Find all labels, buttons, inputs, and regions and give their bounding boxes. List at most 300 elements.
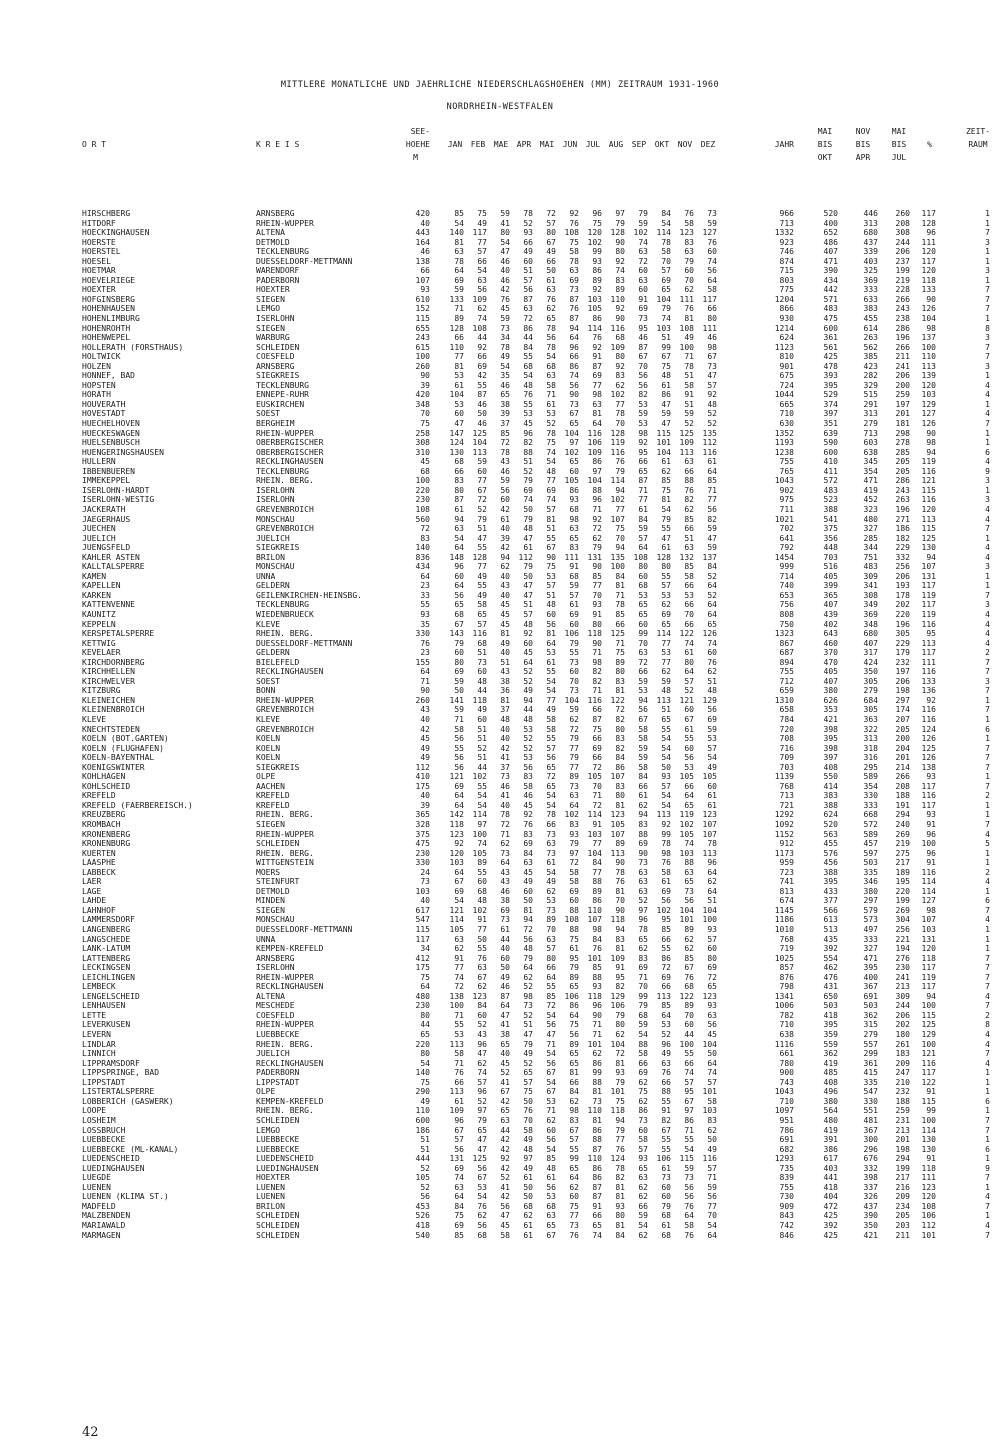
table-row	[0, 963, 1000, 973]
table-row	[0, 1183, 1000, 1193]
monthly-value: 124	[449, 438, 464, 448]
period-code: 7	[985, 304, 990, 314]
monthly-value: 67	[546, 1068, 556, 1078]
monthly-value: 75	[546, 438, 556, 448]
monthly-value: 86	[592, 457, 602, 467]
monthly-value: 83	[569, 1115, 579, 1125]
station-name: HUELSENBUSCH	[82, 438, 140, 448]
may-jul-total: 285	[895, 447, 910, 457]
station-name: LIPPRAMSDORF	[82, 1058, 140, 1068]
monthly-value: 89	[546, 915, 556, 925]
station-height: 103	[415, 886, 430, 896]
monthly-value: 101	[610, 1087, 625, 1097]
may-oct-total: 388	[823, 504, 838, 514]
annual-total: 966	[779, 209, 794, 218]
percent-value: 120	[921, 504, 936, 514]
monthly-value: 104	[587, 476, 602, 486]
monthly-value: 123	[702, 991, 717, 1001]
monthly-value: 52	[523, 676, 533, 686]
period-code: 1	[985, 399, 990, 409]
monthly-value: 78	[615, 409, 625, 419]
nov-apr-total: 313	[863, 409, 878, 419]
monthly-value: 115	[656, 428, 671, 438]
header-ort: O R T	[82, 140, 107, 149]
monthly-value: 83	[615, 734, 625, 744]
monthly-value: 58	[638, 1135, 648, 1145]
monthly-value: 93	[523, 228, 533, 238]
monthly-value: 67	[454, 877, 464, 887]
table-row	[0, 830, 1000, 840]
monthly-value: 52	[523, 743, 533, 753]
may-oct-total: 398	[823, 724, 838, 734]
kreis-name: RHEIN. BERG.	[256, 1039, 314, 1049]
monthly-value: 74	[684, 839, 694, 849]
monthly-value: 43	[500, 867, 510, 877]
station-height: 54	[420, 1058, 430, 1068]
monthly-value: 60	[638, 285, 648, 295]
percent-value: 114	[921, 1125, 936, 1135]
station-name: HITDORF	[82, 218, 116, 228]
monthly-value: 116	[587, 695, 602, 705]
annual-total: 742	[779, 1220, 794, 1230]
monthly-value: 81	[615, 581, 625, 591]
may-oct-total: 397	[823, 753, 838, 763]
monthly-value: 60	[638, 266, 648, 276]
period-code: 1	[985, 533, 990, 543]
monthly-value: 89	[569, 972, 579, 982]
monthly-value: 75	[615, 524, 625, 534]
percent-value: 93	[926, 810, 936, 820]
monthly-value: 104	[587, 848, 602, 858]
monthly-value: 124	[610, 1154, 625, 1164]
annual-total: 780	[779, 1058, 794, 1068]
station-name: JUELICH	[82, 533, 116, 543]
monthly-value: 55	[661, 724, 671, 734]
monthly-value: 56	[477, 1163, 487, 1173]
station-name: HOERSTE	[82, 237, 116, 247]
monthly-value: 35	[500, 371, 510, 381]
monthly-value: 79	[638, 209, 648, 218]
monthly-value: 46	[500, 466, 510, 476]
station-height: 258	[415, 428, 430, 438]
monthly-value: 45	[523, 648, 533, 658]
may-oct-total: 435	[823, 934, 838, 944]
monthly-value: 106	[587, 438, 602, 448]
kreis-name: RHEIN. BERG.	[256, 848, 314, 858]
may-jul-total: 304	[895, 915, 910, 925]
monthly-value: 47	[477, 1049, 487, 1059]
percent-value: 100	[921, 1001, 936, 1011]
may-jul-total: 178	[895, 590, 910, 600]
station-name: HONNEF, BAD	[82, 371, 135, 381]
station-name: LIPPSTADT	[82, 1077, 126, 1087]
may-oct-total: 365	[823, 590, 838, 600]
table-row	[0, 1164, 1000, 1174]
percent-value: 113	[921, 361, 936, 371]
station-name: HOESEL	[82, 256, 111, 266]
monthly-value: 59	[569, 705, 579, 715]
monthly-value: 107	[702, 820, 717, 829]
may-oct-total: 448	[823, 543, 838, 553]
monthly-value: 66	[546, 820, 556, 829]
monthly-value: 55	[661, 571, 671, 581]
monthly-value: 91	[592, 352, 602, 362]
monthly-value: 111	[702, 323, 717, 333]
monthly-value: 54	[661, 734, 671, 744]
monthly-value: 65	[638, 934, 648, 944]
monthly-value: 83	[454, 476, 464, 486]
monthly-value: 85	[615, 609, 625, 619]
monthly-value: 38	[500, 1030, 510, 1040]
monthly-value: 99	[592, 1068, 602, 1078]
monthly-value: 87	[592, 1182, 602, 1192]
monthly-value: 70	[638, 638, 648, 648]
may-oct-total: 407	[823, 676, 838, 686]
may-jul-total: 198	[895, 1144, 910, 1154]
monthly-value: 77	[569, 762, 579, 772]
station-name: KREFELD (FAERBEREISCH.)	[82, 800, 193, 810]
monthly-value: 42	[500, 1144, 510, 1154]
monthly-value: 74	[546, 447, 556, 457]
nov-apr-total: 597	[863, 848, 878, 858]
monthly-value: 73	[592, 1096, 602, 1106]
monthly-value: 72	[523, 314, 533, 324]
monthly-value: 55	[684, 734, 694, 744]
monthly-value: 109	[472, 294, 487, 304]
station-height: 33	[420, 590, 430, 600]
monthly-value: 45	[523, 867, 533, 877]
monthly-value: 64	[684, 1211, 694, 1221]
monthly-value: 55	[546, 734, 556, 744]
may-oct-total: 460	[823, 638, 838, 648]
monthly-value: 104	[702, 1039, 717, 1049]
header-mai-okt-1: MAI	[817, 127, 833, 136]
percent-value: 139	[921, 371, 936, 381]
table-row	[0, 1192, 1000, 1202]
monthly-value: 84	[661, 209, 671, 218]
monthly-value: 49	[477, 590, 487, 600]
monthly-value: 64	[707, 609, 717, 619]
monthly-value: 79	[661, 514, 671, 524]
station-name: JUECHEN	[82, 524, 116, 534]
period-code: 1	[985, 314, 990, 324]
monthly-value: 74	[707, 638, 717, 648]
may-oct-total: 559	[823, 1039, 838, 1049]
station-height: 39	[420, 380, 430, 390]
nov-apr-total: 363	[863, 714, 878, 724]
monthly-value: 52	[523, 734, 533, 744]
monthly-value: 59	[707, 218, 717, 228]
station-name: LEICHLINGEN	[82, 972, 135, 982]
may-jul-total: 266	[895, 772, 910, 782]
percent-value: 120	[921, 380, 936, 390]
kreis-name: BIELEFELD	[256, 657, 300, 667]
monthly-value: 137	[702, 552, 717, 562]
station-name: LINDLAR	[82, 1039, 116, 1049]
monthly-value: 37	[500, 762, 510, 772]
period-code: 7	[985, 953, 990, 963]
monthly-value: 60	[569, 667, 579, 677]
annual-total: 1043	[774, 1087, 794, 1097]
monthly-value: 91	[454, 953, 464, 963]
table-row	[0, 1211, 1000, 1221]
monthly-value: 107	[587, 915, 602, 925]
station-name: HOERSTEL	[82, 247, 121, 257]
monthly-value: 74	[454, 972, 464, 982]
station-height: 420	[415, 209, 430, 218]
percent-value: 133	[921, 285, 936, 295]
station-name: KATTENVENNE	[82, 600, 135, 610]
period-code: 6	[985, 447, 990, 457]
monthly-value: 96	[592, 209, 602, 218]
monthly-value: 65	[569, 533, 579, 543]
period-code: 1	[985, 1106, 990, 1116]
monthly-value: 64	[707, 886, 717, 896]
monthly-value: 65	[546, 1220, 556, 1230]
monthly-value: 90	[615, 858, 625, 868]
kreis-name: MINDEN	[256, 896, 285, 906]
monthly-value: 49	[523, 1049, 533, 1059]
station-height: 35	[420, 619, 430, 629]
may-jul-total: 196	[895, 333, 910, 343]
kreis-name: RHEIN-WUPPER	[256, 428, 314, 438]
nov-apr-total: 330	[863, 791, 878, 801]
station-name: LAHDE	[82, 896, 107, 906]
station-name: LOSHEIM	[82, 1115, 116, 1125]
monthly-value: 106	[564, 629, 579, 639]
monthly-value: 54	[546, 676, 556, 686]
may-oct-total: 425	[823, 352, 838, 362]
monthly-value: 58	[638, 762, 648, 772]
table-row	[0, 515, 1000, 525]
monthly-value: 63	[638, 867, 648, 877]
station-height: 230	[415, 1001, 430, 1011]
monthly-value: 40	[500, 590, 510, 600]
monthly-value: 65	[638, 609, 648, 619]
monthly-value: 73	[569, 285, 579, 295]
percent-value: 108	[921, 1201, 936, 1211]
annual-total: 876	[779, 972, 794, 982]
period-code: 7	[985, 419, 990, 429]
annual-total: 713	[779, 218, 794, 228]
monthly-value: 55	[546, 667, 556, 677]
monthly-value: 53	[454, 399, 464, 409]
annual-total: 661	[779, 1049, 794, 1059]
monthly-value: 95	[569, 953, 579, 963]
monthly-value: 81	[615, 886, 625, 896]
kreis-name: DETMOLD	[256, 237, 290, 247]
monthly-value: 71	[454, 1010, 464, 1020]
monthly-value: 68	[454, 609, 464, 619]
percent-value: 98	[926, 438, 936, 448]
percent-value: 120	[921, 266, 936, 276]
annual-total: 1097	[774, 1106, 794, 1116]
monthly-value: 40	[500, 571, 510, 581]
nov-apr-total: 315	[863, 1020, 878, 1030]
monthly-value: 58	[661, 247, 671, 257]
annual-total: 710	[779, 1096, 794, 1106]
monthly-value: 77	[477, 925, 487, 935]
monthly-value: 57	[661, 581, 671, 591]
monthly-value: 54	[523, 371, 533, 381]
monthly-value: 61	[707, 457, 717, 467]
monthly-value: 51	[684, 371, 694, 381]
monthly-value: 77	[615, 504, 625, 514]
monthly-value: 64	[707, 1230, 717, 1240]
monthly-value: 85	[500, 428, 510, 438]
station-height: 617	[415, 905, 430, 915]
percent-value: 94	[926, 447, 936, 457]
monthly-value: 98	[707, 342, 717, 352]
monthly-value: 74	[477, 1068, 487, 1078]
period-code: 1	[985, 772, 990, 782]
percent-value: 94	[926, 991, 936, 1001]
station-name: ISERLOHN-WESTIG	[82, 495, 155, 505]
percent-value: 104	[921, 314, 936, 324]
station-height: 93	[420, 285, 430, 295]
monthly-value: 58	[546, 380, 556, 390]
kreis-name: LIPPSTADT	[256, 1077, 300, 1087]
annual-total: 743	[779, 1077, 794, 1087]
monthly-value: 85	[661, 476, 671, 486]
page-number: 42	[82, 1425, 99, 1440]
monthly-value: 67	[500, 1087, 510, 1097]
monthly-value: 87	[638, 342, 648, 352]
monthly-value: 79	[661, 1201, 671, 1211]
monthly-value: 85	[707, 476, 717, 486]
monthly-value: 93	[661, 772, 671, 782]
percent-value: 125	[921, 1020, 936, 1030]
table-row	[0, 486, 1000, 496]
percent-value: 117	[921, 209, 936, 218]
station-height: 23	[420, 648, 430, 658]
station-height: 73	[420, 877, 430, 887]
monthly-value: 70	[707, 1211, 717, 1221]
monthly-value: 65	[500, 390, 510, 400]
kreis-name: ISERLOHN	[256, 963, 295, 973]
monthly-value: 78	[569, 256, 579, 266]
annual-total: 912	[779, 839, 794, 849]
monthly-value: 86	[615, 762, 625, 772]
monthly-value: 95	[615, 972, 625, 982]
kreis-name: TECKLENBURG	[256, 466, 309, 476]
monthly-value: 76	[684, 1230, 694, 1240]
may-jul-total: 188	[895, 791, 910, 801]
table-row	[0, 849, 1000, 859]
nov-apr-total: 471	[863, 476, 878, 486]
monthly-value: 83	[615, 676, 625, 686]
annual-total: 723	[779, 867, 794, 877]
station-name: KOHLHAGEN	[82, 772, 126, 782]
monthly-value: 90	[569, 390, 579, 400]
may-oct-total: 395	[823, 1020, 838, 1030]
nov-apr-total: 446	[863, 209, 878, 218]
may-jul-total: 220	[895, 886, 910, 896]
kreis-name: SCHLEIDEN	[256, 839, 300, 849]
monthly-value: 51	[477, 724, 487, 734]
monthly-value: 60	[454, 571, 464, 581]
station-name: MARIAWALD	[82, 1220, 126, 1230]
monthly-value: 101	[702, 1087, 717, 1097]
may-oct-total: 703	[823, 552, 838, 562]
table-row	[0, 1068, 1000, 1078]
kreis-name: LUEDENSCHEID	[256, 1154, 314, 1164]
table-row	[0, 352, 1000, 362]
annual-total: 1293	[774, 1154, 794, 1164]
percent-value: 115	[921, 1096, 936, 1106]
monthly-value: 84	[707, 562, 717, 572]
monthly-value: 49	[477, 571, 487, 581]
table-row	[0, 591, 1000, 601]
kreis-name: DUESSELDORF-METTMANN	[256, 925, 353, 935]
monthly-value: 60	[546, 1125, 556, 1135]
monthly-value: 44	[477, 686, 487, 696]
monthly-value: 62	[684, 285, 694, 295]
nov-apr-total: 369	[863, 275, 878, 285]
table-row	[0, 915, 1000, 925]
table-row	[0, 409, 1000, 419]
station-height: 365	[415, 810, 430, 820]
percent-value: 117	[921, 963, 936, 973]
monthly-value: 75	[569, 237, 579, 247]
may-oct-total: 600	[823, 447, 838, 457]
nov-apr-total: 668	[863, 810, 878, 820]
may-oct-total: 471	[823, 256, 838, 266]
monthly-value: 72	[546, 209, 556, 218]
period-code: 1	[985, 256, 990, 266]
table-row	[0, 534, 1000, 544]
monthly-value: 100	[610, 562, 625, 572]
monthly-value: 71	[546, 1039, 556, 1049]
monthly-value: 65	[546, 762, 556, 772]
nov-apr-total: 318	[863, 743, 878, 753]
station-name: LAASPHE	[82, 858, 116, 868]
monthly-value: 81	[454, 361, 464, 371]
monthly-value: 98	[523, 991, 533, 1001]
monthly-value: 125	[679, 428, 694, 438]
station-name: LANGSCHEDE	[82, 934, 131, 944]
monthly-value: 54	[477, 800, 487, 810]
may-oct-total: 425	[823, 1211, 838, 1221]
may-oct-total: 550	[823, 772, 838, 782]
kreis-name: DETMOLD	[256, 886, 290, 896]
table-row	[0, 324, 1000, 334]
may-jul-total: 243	[895, 304, 910, 314]
monthly-value: 54	[477, 791, 487, 801]
may-jul-total: 228	[895, 285, 910, 295]
monthly-value: 55	[523, 399, 533, 409]
monthly-value: 59	[569, 581, 579, 591]
period-code: 1	[985, 485, 990, 495]
monthly-value: 102	[679, 820, 694, 829]
station-name: KOHLSCHEID	[82, 781, 131, 791]
percent-value: 119	[921, 609, 936, 619]
monthly-value: 49	[684, 333, 694, 343]
annual-total: 1341	[774, 991, 794, 1001]
table-row	[0, 1001, 1000, 1011]
annual-total: 755	[779, 667, 794, 677]
may-oct-total: 439	[823, 609, 838, 619]
monthly-value: 75	[569, 1201, 579, 1211]
table-row	[0, 276, 1000, 286]
percent-value: 112	[921, 1220, 936, 1230]
monthly-value: 67	[546, 237, 556, 247]
station-name: KOELN (BOT.GARTEN)	[82, 734, 169, 744]
may-jul-total: 229	[895, 543, 910, 553]
monthly-value: 121	[449, 772, 464, 782]
monthly-value: 66	[569, 1077, 579, 1087]
monthly-value: 89	[592, 275, 602, 285]
